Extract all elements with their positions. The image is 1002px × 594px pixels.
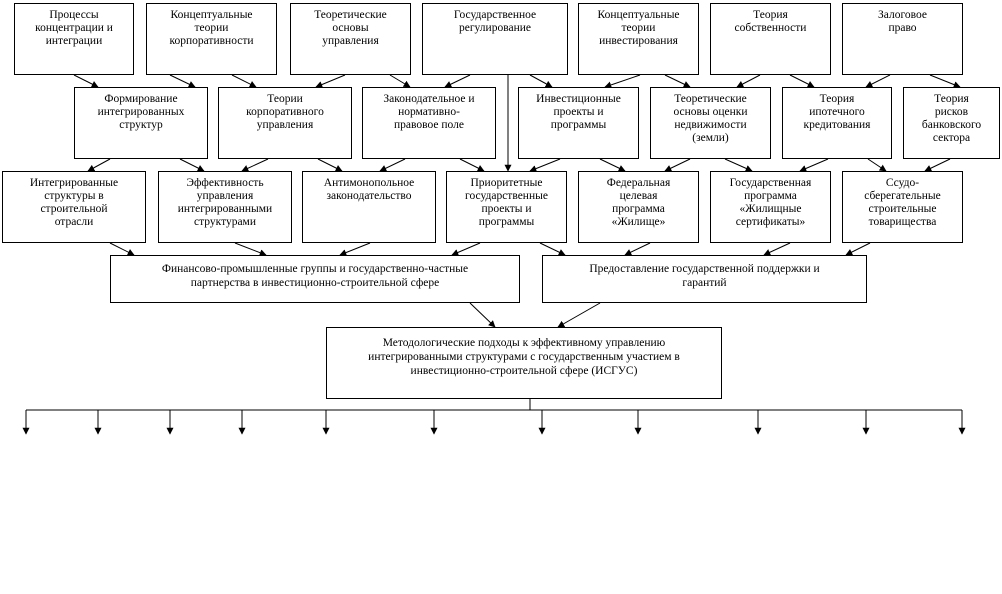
arrow-r3-1-to-r4-1 (110, 243, 134, 255)
arrow-r1-3-to-r2-2 (316, 75, 345, 87)
box-construction-integrated-structures: Интегрированные структуры в строительной отрасли (2, 171, 146, 243)
box-priority-state-projects: Приоритетные государственные проекты и программы (446, 171, 567, 243)
box-savings-construction-partnerships: Ссудо- сберегательные строительные товарищества (842, 171, 963, 243)
arrow-r3-5-to-r4-2 (625, 243, 650, 255)
arrow-r2-5-to-r3-5 (665, 159, 690, 171)
box-pledge-law: Залоговое право (842, 3, 963, 75)
arrow-r2-6-to-r3-7 (868, 159, 886, 171)
arrow-r3-6-to-r4-2 (764, 243, 790, 255)
box-concentration-integration: Процессы концентрации и интеграции (14, 3, 134, 75)
arrow-r1-5-to-r2-4 (605, 75, 640, 87)
arrow-r2-4-to-r3-4 (530, 159, 560, 171)
arrow-r1-6-to-r2-5 (737, 75, 760, 87)
box-legal-regulatory-field: Законодательное и нормативно- правовое поле (362, 87, 496, 159)
box-investment-concepts: Концептуальные теории инвестирования (578, 3, 699, 75)
box-integrated-structures-formation: Формирование интегрированных структур (74, 87, 208, 159)
arrow-r2-3-to-r3-4 (460, 159, 484, 171)
arrow-r2-3-to-r3-3 (380, 159, 405, 171)
arrow-r2-1-to-r3-1 (88, 159, 110, 171)
box-antimonopoly-law: Антимонопольное законодательство (302, 171, 436, 243)
arrow-r3-2-to-r4-1 (235, 243, 266, 255)
arrow-r3-7-to-r4-2 (846, 243, 870, 255)
arrow-r2-2-to-r3-3 (318, 159, 342, 171)
box-federal-program-zhilishche: Федеральная целевая программа «Жилище» (578, 171, 699, 243)
box-financial-industrial-groups: Финансово-промышленные группы и государственно-частные партнерства в инвестиционно-строительной сфере (110, 255, 520, 303)
box-state-regulation: Государственное регулирование (422, 3, 568, 75)
box-banking-risk-theory: Теория рисков банковского сектора (903, 87, 1000, 159)
arrow-r3-3-to-r4-1 (340, 243, 370, 255)
arrow-r2-7-to-r3-7 (925, 159, 950, 171)
arrow-r2-6-to-r3-6 (800, 159, 828, 171)
box-real-estate-valuation: Теоретические основы оценки недвижимости (земли) (650, 87, 771, 159)
box-investment-projects: Инвестиционные проекты и программы (518, 87, 639, 159)
arrow-r1-5-to-r2-5 (665, 75, 690, 87)
arrow-r1-4-to-r2-3 (445, 75, 470, 87)
arrow-r4-2-to-final (558, 303, 600, 327)
arrow-r3-4-to-r4-1 (452, 243, 480, 255)
box-management-foundations: Теоретические основы управления (290, 3, 411, 75)
box-corporate-concepts: Концептуальные теории корпоративности (146, 3, 277, 75)
arrow-r1-7-to-r2-7 (930, 75, 960, 87)
arrow-r1-6-to-r2-6 (790, 75, 814, 87)
arrow-r4-1-to-final (470, 303, 495, 327)
arrow-r2-5-to-r3-6 (725, 159, 752, 171)
arrow-r2-1-to-r3-2 (180, 159, 204, 171)
box-housing-certificates-program: Государственная программа «Жилищные сертификаты» (710, 171, 831, 243)
box-management-efficiency: Эффективность управления интегрированными структурами (158, 171, 292, 243)
arrow-r1-4-to-r2-4 (530, 75, 552, 87)
arrow-r1-2-to-r2-1 (170, 75, 195, 87)
arrow-r2-2-to-r3-2 (242, 159, 268, 171)
arrow-r1-1-to-r2-1 (74, 75, 98, 87)
arrow-r1-3-to-r2-3 (390, 75, 410, 87)
box-methodological-approaches: Методологические подходы к эффективному управлению интегрированными структурами с государственным участием в инвестиционно-строительной сфере (ИСГУС) (326, 327, 722, 399)
box-property-theory: Теория собственности (710, 3, 831, 75)
arrow-r1-2-to-r2-2 (232, 75, 256, 87)
box-mortgage-theory: Теория ипотечного кредитования (782, 87, 892, 159)
arrow-r3-4-to-r4-2 (540, 243, 565, 255)
arrow-r1-7-to-r2-6 (866, 75, 890, 87)
box-state-support-guarantees: Предоставление государственной поддержки и гарантий (542, 255, 867, 303)
arrow-r2-4-to-r3-5 (600, 159, 625, 171)
box-corporate-governance-theories: Теории корпоративного управления (218, 87, 352, 159)
